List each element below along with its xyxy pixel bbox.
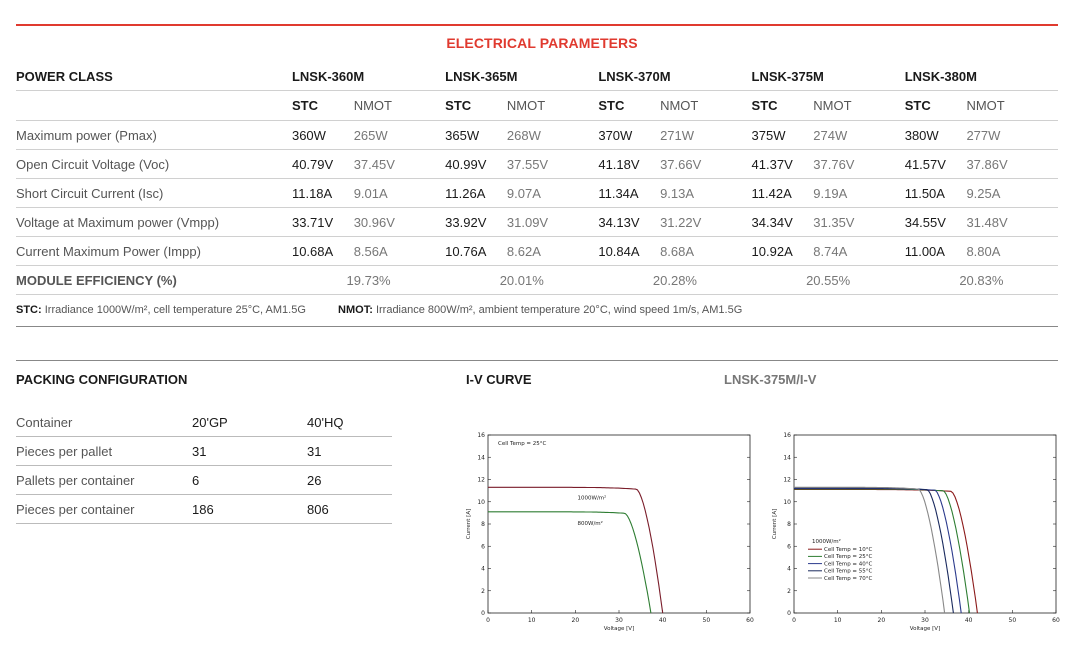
nmot-heading: NMOT [813,91,904,121]
nmot-heading: NMOT [966,91,1058,121]
stc-text: Irradiance 1000W/m², cell temperature 25°C, AM1.5G [44,304,306,316]
divider [16,360,1058,361]
table-row [16,150,1058,179]
y-tick-label: 14 [783,454,791,462]
stc-heading: STC [752,91,814,121]
stc-value: 40.99V [445,150,507,179]
x-tick-label: 20 [571,617,580,624]
y-tick-label: 6 [787,543,791,551]
x-axis-label: Voltage [V] [909,626,941,632]
stc-heading: STC [905,91,967,121]
row-label: Voltage at Maximum power (Vmpp) [16,208,292,237]
packing-configuration-title: PACKING CONFIGURATION [16,372,188,387]
y-tick-label: 0 [481,610,485,617]
nmot-value: 268W [507,121,598,150]
efficiency-value: 20.28% [598,266,751,295]
packing-value-20gp: 6 [192,466,307,495]
nmot-heading: NMOT [660,91,751,121]
y-tick-label: 14 [477,454,485,462]
nmot-value: 37.45V [354,150,445,179]
y-tick-label: 0 [787,610,791,617]
packing-value-40hq: 31 [307,437,392,466]
nmot-value: 265W [354,121,445,150]
table-header-row [16,62,1058,91]
nmot-value: 274W [813,121,904,150]
row-label: Open Circuit Voltage (Voc) [16,150,292,179]
stc-value: 10.92A [752,237,814,266]
legend-entry: Cell Temp = 70°C [824,575,873,582]
stc-value: 34.34V [752,208,814,237]
iv-chart-irradiance [458,426,758,636]
series-line [488,512,651,613]
y-tick-label: 2 [787,587,791,595]
stc-value: 41.57V [905,150,967,179]
series-label: 800W/m² [577,520,603,527]
nmot-value: 8.68A [660,237,751,266]
electrical-parameters-table [16,62,1058,295]
stc-value: 10.84A [598,237,660,266]
x-tick-label: 20 [877,617,886,624]
stc-value: 10.68A [292,237,354,266]
y-tick-label: 10 [477,498,485,506]
nmot-value: 9.07A [507,179,598,208]
y-tick-label: 4 [481,565,485,573]
y-tick-label: 12 [477,476,485,484]
plot-frame [794,435,1056,613]
table-row [16,408,392,437]
x-tick-label: 0 [792,617,796,624]
model-heading: LNSK-370M [598,62,751,91]
model-heading: LNSK-375M [752,62,905,91]
series-line [488,487,663,613]
stc-value: 34.55V [905,208,967,237]
stc-value: 41.37V [752,150,814,179]
stc-value: 33.92V [445,208,507,237]
table-row [16,208,1058,237]
packing-label: Pieces per container [16,495,192,524]
x-tick-label: 60 [1052,617,1060,624]
y-axis-label: Current [A] [466,508,472,540]
power-class-label: POWER CLASS [16,62,292,91]
legend-entry: Cell Temp = 25°C [824,554,873,561]
stc-value: 375W [752,121,814,150]
efficiency-value: 20.55% [752,266,905,295]
stc-value: 11.26A [445,179,507,208]
nmot-value: 277W [966,121,1058,150]
stc-value: 33.71V [292,208,354,237]
packing-label: Pallets per container [16,466,192,495]
row-label: Maximum power (Pmax) [16,121,292,150]
packing-value-20gp: 186 [192,495,307,524]
stc-value: 10.76A [445,237,507,266]
packing-value-20gp: 31 [192,437,307,466]
nmot-value: 271W [660,121,751,150]
stc-value: 41.18V [598,150,660,179]
packing-table [16,408,392,524]
table-row [16,495,392,524]
nmot-value: 9.19A [813,179,904,208]
series-line [794,490,977,614]
stc-value: 11.34A [598,179,660,208]
divider [16,326,1058,327]
nmot-value: 9.13A [660,179,751,208]
nmot-value: 9.01A [354,179,445,208]
stc-value: 34.13V [598,208,660,237]
y-tick-label: 10 [783,498,791,506]
table-row [16,237,1058,266]
x-tick-label: 30 [615,617,623,624]
top-rule [16,24,1058,26]
x-tick-label: 10 [833,617,842,624]
series-line [794,488,961,613]
nmot-text: Irradiance 800W/m², ambient temperature 20°C, wind speed 1m/s, AM1.5G [375,304,743,316]
nmot-value: 37.86V [966,150,1058,179]
stc-value: 11.42A [752,179,814,208]
packing-value-20gp: 20'GP [192,408,307,437]
nmot-value: 37.55V [507,150,598,179]
empty-cell [16,91,292,121]
x-tick-label: 60 [746,617,754,624]
row-label: Current Maximum Power (Impp) [16,237,292,266]
table-row [16,437,392,466]
model-heading: LNSK-380M [905,62,1058,91]
nmot-value: 31.35V [813,208,904,237]
stc-value: 365W [445,121,507,150]
stc-value: 11.18A [292,179,354,208]
y-tick-label: 16 [477,432,485,439]
stc-value: 360W [292,121,354,150]
y-tick-label: 8 [481,521,485,528]
module-efficiency-row [16,266,1058,295]
efficiency-value: 20.83% [905,266,1058,295]
model-heading: LNSK-360M [292,62,445,91]
row-label: Short Circuit Current (Isc) [16,179,292,208]
legend-entry: Cell Temp = 40°C [824,561,873,568]
iv-model-label: LNSK-375M/I-V [724,372,817,387]
x-axis-label: Voltage [V] [603,626,635,632]
stc-key: STC: [16,304,42,316]
y-axis-label: Current [A] [772,508,778,540]
chart-annotation: 1000W/m² [812,539,841,545]
packing-value-40hq: 40'HQ [307,408,392,437]
model-heading: LNSK-365M [445,62,598,91]
y-tick-label: 16 [783,432,791,439]
series-label: 1000W/m² [577,495,607,502]
table-row [16,121,1058,150]
stc-value: 40.79V [292,150,354,179]
stc-value: 11.50A [905,179,967,208]
iv-curve-title: I-V CURVE [466,372,532,387]
chart-annotation: Cell Temp = 25°C [498,441,547,447]
module-efficiency-label: MODULE EFFICIENCY (%) [16,266,292,295]
test-conditions-note [16,304,742,316]
nmot-value: 31.22V [660,208,751,237]
nmot-value: 37.66V [660,150,751,179]
electrical-parameters-title: ELECTRICAL PARAMETERS [446,35,638,51]
y-tick-label: 8 [787,521,791,528]
nmot-key: NMOT: [338,304,373,316]
nmot-value: 8.80A [966,237,1058,266]
nmot-heading: NMOT [354,91,445,121]
nmot-value: 30.96V [354,208,445,237]
y-tick-label: 12 [783,476,791,484]
x-tick-label: 30 [921,617,929,624]
packing-value-40hq: 26 [307,466,392,495]
stc-heading: STC [445,91,507,121]
iv-chart-temperature [764,426,1064,636]
nmot-heading: NMOT [507,91,598,121]
y-tick-label: 6 [481,543,485,551]
packing-label: Container [16,408,192,437]
x-tick-label: 40 [964,617,973,624]
stc-value: 380W [905,121,967,150]
x-tick-label: 0 [486,617,490,624]
nmot-value: 8.74A [813,237,904,266]
legend-entry: Cell Temp = 10°C [824,547,873,553]
stc-value: 370W [598,121,660,150]
plot-frame [488,435,750,613]
y-tick-label: 2 [481,587,485,595]
packing-label: Pieces per pallet [16,437,192,466]
stc-value: 11.00A [905,237,967,266]
stc-heading: STC [598,91,660,121]
efficiency-value: 19.73% [292,266,445,295]
nmot-value: 9.25A [966,179,1058,208]
nmot-value: 8.56A [354,237,445,266]
table-row [16,466,392,495]
y-tick-label: 4 [787,565,791,573]
nmot-value: 31.09V [507,208,598,237]
nmot-value: 8.62A [507,237,598,266]
table-row [16,179,1058,208]
legend-entry: Cell Temp = 55°C [824,568,873,575]
condition-header-row [16,91,1058,121]
x-tick-label: 40 [658,617,667,624]
x-tick-label: 50 [702,617,711,624]
x-tick-label: 10 [527,617,536,624]
efficiency-value: 20.01% [445,266,598,295]
stc-heading: STC [292,91,354,121]
nmot-value: 31.48V [966,208,1058,237]
series-line [794,488,953,613]
x-tick-label: 50 [1008,617,1017,624]
packing-value-40hq: 806 [307,495,392,524]
nmot-value: 37.76V [813,150,904,179]
